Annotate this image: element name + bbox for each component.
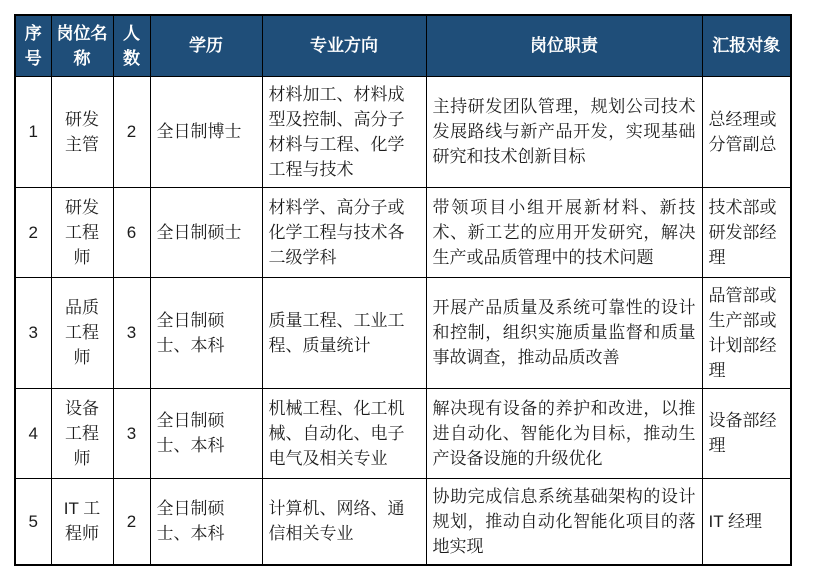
cell-major: 材料学、高分子或化学工程与技术各二级学科 <box>262 187 426 277</box>
col-header-duties: 岗位职责 <box>426 15 702 76</box>
col-header-no: 序号 <box>15 15 51 76</box>
cell-education: 全日制硕士、本科 <box>150 388 262 478</box>
table-row <box>15 76 791 187</box>
cell-education: 全日制硕士 <box>150 187 262 277</box>
cell-title: 品质工程师 <box>51 277 113 388</box>
col-header-count: 人数 <box>113 15 150 76</box>
table-row <box>15 277 791 388</box>
cell-duties: 主持研发团队管理，规划公司技术发展路线与新产品开发，实现基础研究和技术创新目标 <box>426 76 702 187</box>
cell-count: 3 <box>113 277 150 388</box>
cell-no: 3 <box>15 277 51 388</box>
cell-report-to: 品管部或生产部或计划部经理 <box>702 277 791 388</box>
cell-major: 质量工程、工业工程、质量统计 <box>262 277 426 388</box>
cell-report-to: 设备部经理 <box>702 388 791 478</box>
cell-title: 研发工程师 <box>51 187 113 277</box>
cell-no: 4 <box>15 388 51 478</box>
cell-no: 5 <box>15 478 51 565</box>
cell-report-to: 技术部或研发部经理 <box>702 187 791 277</box>
cell-duties: 解决现有设备的养护和改进，以推进自动化、智能化为目标，推动生产设备设施的升级优化 <box>426 388 702 478</box>
cell-education: 全日制博士 <box>150 76 262 187</box>
col-header-education: 学历 <box>150 15 262 76</box>
table-row <box>15 388 791 478</box>
table-row <box>15 478 791 565</box>
cell-count: 2 <box>113 478 150 565</box>
col-header-report-to: 汇报对象 <box>702 15 791 76</box>
col-header-title: 岗位名称 <box>51 15 113 76</box>
cell-major: 计算机、网络、通信相关专业 <box>262 478 426 565</box>
cell-duties: 带领项目小组开展新材料、新技术、新工艺的应用开发研究，解决生产或品质管理中的技术问题 <box>426 187 702 277</box>
cell-education: 全日制硕士、本科 <box>150 277 262 388</box>
cell-duties: 协助完成信息系统基础架构的设计规划，推动自动化智能化项目的落地实现 <box>426 478 702 565</box>
job-positions-table <box>14 14 792 566</box>
document-page <box>14 14 792 566</box>
table-row <box>15 187 791 277</box>
col-header-major: 专业方向 <box>262 15 426 76</box>
cell-count: 3 <box>113 388 150 478</box>
cell-count: 2 <box>113 76 150 187</box>
cell-count: 6 <box>113 187 150 277</box>
header-row <box>15 15 791 76</box>
cell-education: 全日制硕士、本科 <box>150 478 262 565</box>
cell-major: 材料加工、材料成型及控制、高分子材料与工程、化学工程与技术 <box>262 76 426 187</box>
cell-no: 2 <box>15 187 51 277</box>
cell-no: 1 <box>15 76 51 187</box>
cell-title: 设备工程师 <box>51 388 113 478</box>
cell-report-to: 总经理或分管副总 <box>702 76 791 187</box>
cell-duties: 开展产品质量及系统可靠性的设计和控制，组织实施质量监督和质量事故调查，推动品质改善 <box>426 277 702 388</box>
cell-title: 研发主管 <box>51 76 113 187</box>
cell-major: 机械工程、化工机械、自动化、电子电气及相关专业 <box>262 388 426 478</box>
cell-report-to: IT 经理 <box>702 478 791 565</box>
cell-title: IT 工程师 <box>51 478 113 565</box>
